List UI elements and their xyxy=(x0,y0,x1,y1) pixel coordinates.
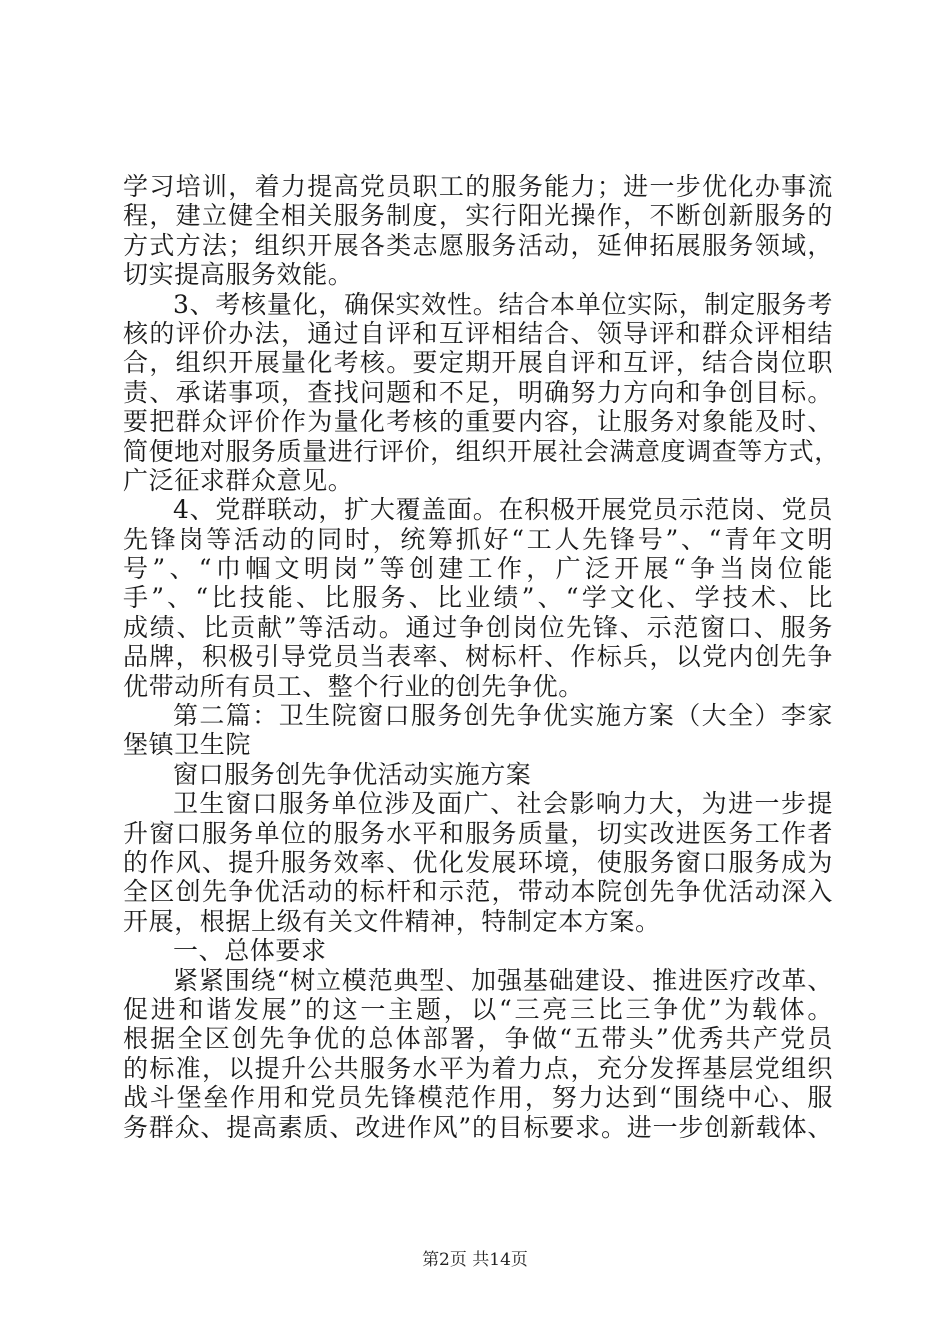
text-line: 堡镇卫生院 xyxy=(123,730,252,760)
text-line: 全区创先争优活动的标杆和示范，带动本院创先争优活动深入 xyxy=(123,877,833,907)
text-line: 程，建立健全相关服务制度，实行阳光操作，不断创新服务的 xyxy=(123,201,833,231)
text-line: 先锋岗等活动的同时，统筹抓好“工人先锋号”、“青年文明 xyxy=(123,524,833,554)
text-line: 紧紧围绕“树立模范典型、加强基础建设、推进医疗改革、 xyxy=(173,965,833,995)
text-line: 核的评价办法，通过自评和互评相结合、领导评和群众评相结 xyxy=(123,318,833,348)
text-line: 手”、“比技能、比服务、比业绩”、“学文化、学技术、比 xyxy=(123,583,833,613)
text-line: 要把群众评价作为量化考核的重要内容，让服务对象能及时、 xyxy=(123,407,833,437)
text-line: 的作风、提升服务效率、优化发展环境，使服务窗口服务成为 xyxy=(123,847,833,877)
text-line: 切实提高服务效能。 xyxy=(123,260,354,290)
text-line: 责、承诺事项，查找问题和不足，明确努力方向和争创目标。 xyxy=(123,377,833,407)
text-line: 窗口服务创先争优活动实施方案 xyxy=(173,759,532,789)
text-line: 成绩、比贡献”等活动。通过争创岗位先锋、示范窗口、服务 xyxy=(123,612,833,642)
text-line: 品牌，积极引导党员当表率、树标杆、作标兵，以党内创先争 xyxy=(123,642,833,672)
page-footer: 第2页 共14页 xyxy=(422,1250,528,1270)
text-line: 4、党群联动，扩大覆盖面。在积极开展党员示范岗、党员 xyxy=(173,495,833,525)
text-line: 3、考核量化，确保实效性。结合本单位实际，制定服务考 xyxy=(173,289,833,319)
text-line: 号”、“巾帼文明岗”等创建工作，广泛开展“争当岗位能 xyxy=(123,554,833,584)
text-line: 优带动所有员工、整个行业的创先争优。 xyxy=(123,671,584,701)
text-line: 广泛征求群众意见。 xyxy=(123,465,354,495)
text-line: 根据全区创先争优的总体部署，争做“五带头”优秀共产党员 xyxy=(123,1024,833,1054)
text-line: 合，组织开展量化考核。要定期开展自评和互评，结合岗位职 xyxy=(123,348,833,378)
text-line: 升窗口服务单位的服务水平和服务质量，切实改进医务工作者 xyxy=(123,818,833,848)
document-body xyxy=(123,172,840,1142)
text-line: 战斗堡垒作用和党员先锋模范作用，努力达到“围绕中心、服 xyxy=(123,1083,833,1113)
text-line: 第二篇：卫生院窗口服务创先争优实施方案（大全）李家 xyxy=(173,701,833,731)
text-line: 卫生窗口服务单位涉及面广、社会影响力大，为进一步提 xyxy=(173,789,833,819)
text-line: 一、总体要求 xyxy=(173,936,327,966)
text-line: 学习培训，着力提高党员职工的服务能力；进一步优化办事流 xyxy=(123,172,833,201)
text-line: 促进和谐发展”的这一主题，以“三亮三比三争优”为载体。 xyxy=(123,994,833,1024)
text-line: 务群众、提高素质、改进作风”的目标要求。进一步创新载体、 xyxy=(123,1112,833,1142)
text-line: 方式方法；组织开展各类志愿服务活动，延伸拓展服务领域， xyxy=(123,230,833,260)
text-line: 的标准，以提升公共服务水平为着力点，充分发挥基层党组织 xyxy=(123,1053,833,1083)
text-line: 简便地对服务质量进行评价，组织开展社会满意度调查等方式， xyxy=(123,436,840,466)
text-line: 开展，根据上级有关文件精神，特制定本方案。 xyxy=(123,906,661,936)
